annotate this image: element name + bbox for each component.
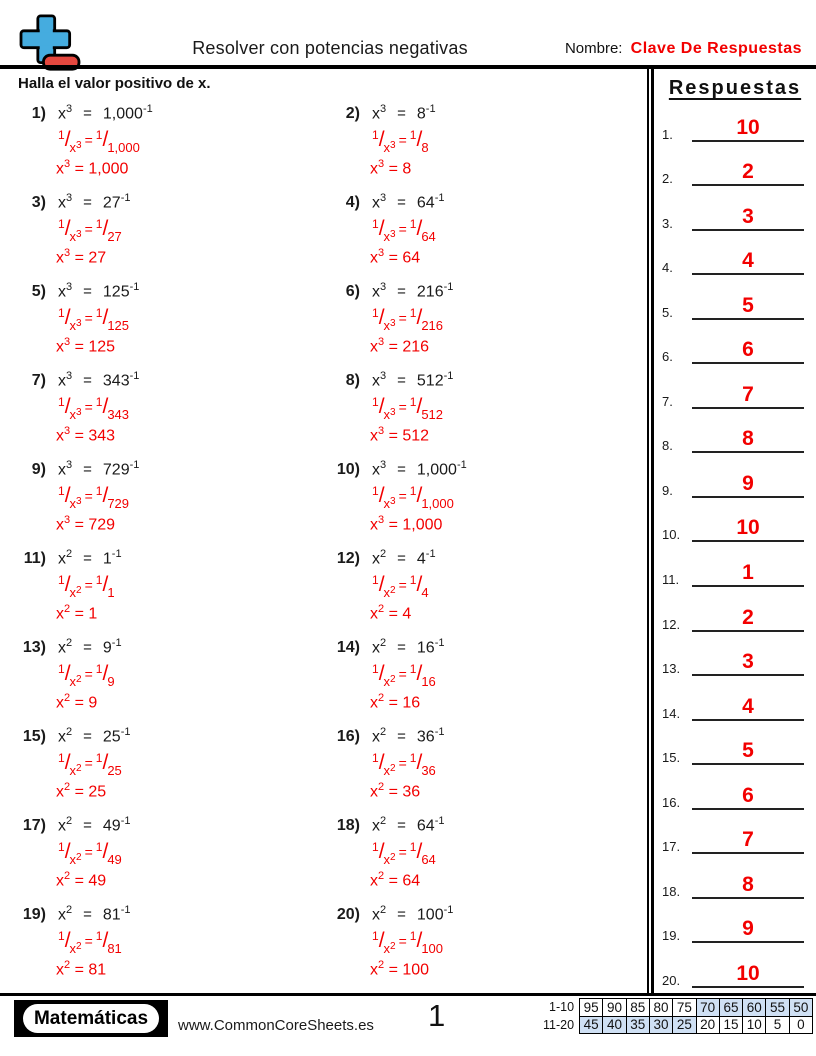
problem-item — [10, 546, 324, 635]
problem-equation: 15) $x^2 = 25^{-1}$ — [10, 726, 324, 746]
score-cell: 75 — [673, 999, 696, 1017]
work-result-line: $x^3 = 343$ — [56, 425, 116, 445]
score-cell: 20 — [696, 1016, 719, 1034]
work-result-line: $x^2 = 49$ — [56, 870, 107, 890]
answer-row — [654, 637, 816, 682]
answer-number: 4. — [662, 260, 673, 276]
answer-number: 11. — [662, 572, 680, 588]
problem-number: 14) — [336, 639, 360, 657]
work-fraction-line: $^1/_{x^3} = ^1/_{1,000}$ — [372, 484, 454, 512]
problem-item — [324, 368, 647, 457]
answer-blank — [692, 384, 804, 409]
answer-value: 10 — [736, 961, 760, 985]
answer-row — [654, 236, 816, 281]
problem-equation: 2) $x^3 = 8^{-1}$ — [324, 103, 647, 123]
work-result-line: $x^3 = 1,000$ — [56, 158, 129, 178]
work-fraction-line: $^1/_{x^3} = ^1/_{343}$ — [58, 395, 130, 423]
problem-equation: 18) $x^2 = 64^{-1}$ — [324, 815, 647, 835]
footer — [0, 996, 816, 1056]
score-cell: 35 — [626, 1016, 649, 1034]
score-row-label: 11-20 — [542, 1017, 575, 1032]
answer-row — [654, 592, 816, 637]
work-result-line: $x^3 = 729$ — [56, 514, 116, 534]
answer-blank — [692, 206, 804, 231]
score-row — [543, 999, 813, 1017]
problem-equation: 17) $x^2 = 49^{-1}$ — [10, 815, 324, 835]
work-result-line: $x^2 = 1$ — [56, 603, 98, 623]
page-number: 1 — [428, 998, 446, 1033]
answer-value: 8 — [742, 872, 754, 896]
content — [0, 69, 816, 993]
answer-row — [654, 102, 816, 147]
work-fraction-line: $^1/_{x^2} = ^1/_{25}$ — [58, 751, 122, 779]
problem-item — [324, 279, 647, 368]
work-fraction-line: $^1/_{x^2} = ^1/_{49}$ — [58, 840, 122, 868]
problem-number: 9) — [31, 461, 46, 479]
problem-equation: 3) $x^3 = 27^{-1}$ — [10, 192, 324, 212]
work-result-line: $x^3 = 27$ — [56, 247, 107, 267]
problem-number: 16) — [336, 728, 360, 746]
answer-number: 18. — [662, 883, 681, 899]
answer-row — [654, 147, 816, 192]
answer-row — [654, 726, 816, 771]
answer-value: 6 — [742, 338, 754, 362]
work-fraction-line: $^1/_{x^2} = ^1/_{64}$ — [372, 840, 436, 868]
problem-number: 19) — [22, 906, 46, 924]
answer-value: 4 — [742, 694, 754, 718]
problem-equation: 1) $x^3 = 1,000^{-1}$ — [10, 103, 324, 123]
problem-equation: 8) $x^3 = 512^{-1}$ — [324, 370, 647, 390]
score-cell: 0 — [789, 1016, 812, 1034]
work-fraction-line: $^1/_{x^3} = ^1/_{27}$ — [58, 217, 122, 245]
answer-row — [654, 369, 816, 414]
answer-key-label: Clave De Respuestas — [630, 40, 802, 57]
work-result-line: $x^3 = 8$ — [370, 158, 412, 178]
answer-row — [654, 815, 816, 860]
answer-number: 10. — [662, 527, 681, 543]
answer-blank — [692, 874, 804, 899]
problem-equation: 4) $x^3 = 64^{-1}$ — [324, 192, 647, 212]
problem-equation: 11) $x^2 = 1^{-1}$ — [10, 548, 324, 568]
problem-item — [324, 635, 647, 724]
brand-badge — [14, 1000, 168, 1037]
answer-value: 3 — [742, 204, 754, 228]
work-fraction-line: $^1/_{x^2} = ^1/_{100}$ — [372, 929, 444, 957]
answer-row — [654, 325, 816, 370]
answer-value: 8 — [742, 427, 754, 451]
answer-value: 9 — [742, 471, 754, 495]
problem-number: 15) — [22, 728, 46, 746]
score-cell: 10 — [743, 1016, 766, 1034]
problem-equation: 5) $x^3 = 125^{-1}$ — [10, 281, 324, 301]
answer-blank — [692, 517, 804, 542]
answer-value: 6 — [742, 783, 754, 807]
answer-row — [654, 458, 816, 503]
problem-item — [10, 190, 324, 279]
work-fraction-line: $^1/_{x^3} = ^1/_{64}$ — [372, 217, 436, 245]
score-cell: 80 — [649, 999, 672, 1017]
answer-blank — [692, 651, 804, 676]
work-result-line: $x^3 = 512$ — [370, 425, 430, 445]
work-fraction-line: $^1/_{x^2} = ^1/_{16}$ — [372, 662, 436, 690]
problem-item — [10, 724, 324, 813]
answer-blank — [692, 607, 804, 632]
answer-blank — [692, 785, 804, 810]
answer-value: 1 — [742, 561, 754, 585]
answer-number: 7. — [662, 393, 673, 409]
work-result-line: $x^2 = 4$ — [370, 603, 412, 623]
problem-number: 4) — [345, 194, 360, 212]
problem-item — [324, 813, 647, 902]
work-result-line: $x^2 = 16$ — [370, 692, 421, 712]
work-result-line: $x^2 = 81$ — [56, 959, 107, 979]
work-result-line: $x^2 = 64$ — [370, 870, 421, 890]
work-fraction-line: $^1/_{x^3} = ^1/_{1,000}$ — [58, 128, 140, 156]
answer-number: 12. — [662, 616, 681, 632]
work-result-line: $x^3 = 125$ — [56, 336, 116, 356]
problem-number: 8) — [345, 372, 360, 390]
answer-number: 16. — [662, 794, 681, 810]
problems-area — [0, 69, 647, 993]
answer-row — [654, 547, 816, 592]
problem-number: 11) — [23, 550, 46, 568]
brand-label: Matemáticas — [23, 1004, 159, 1033]
answer-blank — [692, 963, 804, 988]
answer-blank — [692, 117, 804, 142]
work-result-line: $x^3 = 1,000$ — [370, 514, 443, 534]
answer-value: 10 — [736, 115, 760, 139]
answer-row — [654, 770, 816, 815]
answer-blank — [692, 829, 804, 854]
work-result-line: $x^3 = 216$ — [370, 336, 430, 356]
work-fraction-line: $^1/_{x^2} = ^1/_9$ — [58, 662, 115, 690]
answer-row — [654, 280, 816, 325]
score-cell: 5 — [766, 1016, 789, 1034]
problem-equation: 20) $x^2 = 100^{-1}$ — [324, 904, 647, 924]
instruction-text: Halla el valor positivo de x. — [18, 75, 211, 92]
problem-number: 1) — [31, 105, 46, 123]
answers-list — [654, 102, 816, 993]
answer-number: 13. — [662, 661, 681, 677]
problem-item — [10, 279, 324, 368]
problem-number: 3) — [31, 194, 46, 212]
answer-value: 4 — [742, 249, 754, 273]
score-cell: 95 — [580, 999, 603, 1017]
problem-number: 13) — [22, 639, 46, 657]
work-fraction-line: $^1/_{x^2} = ^1/_4$ — [372, 573, 429, 601]
score-cell: 25 — [673, 1016, 696, 1034]
answer-value: 7 — [742, 382, 754, 406]
answer-number: 19. — [662, 928, 681, 944]
answer-value: 5 — [742, 739, 754, 763]
problem-equation: 19) $x^2 = 81^{-1}$ — [10, 904, 324, 924]
problem-item — [324, 190, 647, 279]
website-url: www.CommonCoreSheets.es — [178, 1017, 374, 1034]
problem-number: 7) — [31, 372, 46, 390]
problem-number: 5) — [31, 283, 46, 301]
answer-number: 20. — [662, 972, 681, 988]
answer-number: 5. — [662, 304, 673, 320]
answer-blank — [692, 428, 804, 453]
score-cell: 55 — [766, 999, 789, 1017]
problem-equation: 6) $x^3 = 216^{-1}$ — [324, 281, 647, 301]
answer-number: 15. — [662, 750, 681, 766]
work-fraction-line: $^1/_{x^2} = ^1/_{81}$ — [58, 929, 122, 957]
work-fraction-line: $^1/_{x^2} = ^1/_1$ — [58, 573, 115, 601]
problem-equation: 7) $x^3 = 343^{-1}$ — [10, 370, 324, 390]
work-fraction-line: $^1/_{x^3} = ^1/_{125}$ — [58, 306, 130, 334]
score-cell: 50 — [789, 999, 812, 1017]
work-result-line: $x^2 = 9$ — [56, 692, 98, 712]
header — [0, 0, 816, 65]
problem-item — [324, 724, 647, 813]
problem-number: 17) — [22, 817, 46, 835]
answer-row — [654, 681, 816, 726]
answer-row — [654, 414, 816, 459]
answers-title: Respuestas — [668, 77, 802, 99]
score-cell: 90 — [603, 999, 626, 1017]
problem-number: 6) — [345, 283, 360, 301]
problem-number: 12) — [336, 550, 360, 568]
problem-item — [10, 368, 324, 457]
answer-blank — [692, 295, 804, 320]
work-fraction-line: $^1/_{x^2} = ^1/_{36}$ — [372, 751, 436, 779]
problems-grid — [0, 101, 647, 991]
answer-value: 5 — [742, 293, 754, 317]
problem-item — [324, 457, 647, 546]
answer-value: 7 — [742, 828, 754, 852]
problem-item — [10, 101, 324, 190]
answer-value: 3 — [742, 650, 754, 674]
score-row — [543, 1016, 813, 1034]
problem-item — [10, 902, 324, 991]
work-fraction-line: $^1/_{x^3} = ^1/_{729}$ — [58, 484, 130, 512]
problem-equation: 13) $x^2 = 9^{-1}$ — [10, 637, 324, 657]
problem-equation: 12) $x^2 = 4^{-1}$ — [324, 548, 647, 568]
score-cell: 30 — [649, 1016, 672, 1034]
problem-equation: 9) $x^3 = 729^{-1}$ — [10, 459, 324, 479]
plus-minus-icon — [18, 14, 82, 72]
answer-number: 17. — [662, 839, 681, 855]
work-result-line: $x^2 = 36$ — [370, 781, 421, 801]
score-cell: 45 — [580, 1016, 603, 1034]
name-label: Nombre: — [564, 40, 623, 57]
answer-row — [654, 859, 816, 904]
answer-blank — [692, 161, 804, 186]
name-row — [565, 40, 802, 58]
problem-number: 10) — [336, 461, 360, 479]
problem-item — [10, 635, 324, 724]
answer-blank — [692, 473, 804, 498]
problem-item — [324, 101, 647, 190]
score-cell: 70 — [696, 999, 719, 1017]
answer-blank — [692, 339, 804, 364]
answer-number: 9. — [662, 482, 673, 498]
problem-equation: 10) $x^3 = 1,000^{-1}$ — [324, 459, 647, 479]
work-fraction-line: $^1/_{x^3} = ^1/_{512}$ — [372, 395, 444, 423]
work-result-line: $x^2 = 25$ — [56, 781, 107, 801]
answer-value: 10 — [736, 516, 760, 540]
answer-number: 6. — [662, 349, 673, 365]
problem-item — [324, 546, 647, 635]
answer-row — [654, 904, 816, 949]
score-table — [543, 998, 813, 1034]
answer-blank — [692, 696, 804, 721]
answer-blank — [692, 740, 804, 765]
page-title: Resolver con potencias negativas — [192, 38, 468, 58]
problem-item — [10, 457, 324, 546]
problem-number: 2) — [345, 105, 360, 123]
answer-value: 2 — [742, 160, 754, 184]
answer-value: 2 — [742, 605, 754, 629]
problem-item — [10, 813, 324, 902]
answer-number: 14. — [662, 705, 681, 721]
answer-number: 3. — [662, 215, 673, 231]
work-result-line: $x^2 = 100$ — [370, 959, 430, 979]
answer-blank — [692, 562, 804, 587]
answer-number: 2. — [662, 171, 673, 187]
score-cell: 40 — [603, 1016, 626, 1034]
vertical-divider — [647, 69, 654, 993]
problem-number: 18) — [336, 817, 360, 835]
answers-panel — [654, 69, 816, 993]
score-cell: 60 — [743, 999, 766, 1017]
score-cell: 15 — [719, 1016, 742, 1034]
work-fraction-line: $^1/_{x^3} = ^1/_{216}$ — [372, 306, 444, 334]
problem-equation: 14) $x^2 = 16^{-1}$ — [324, 637, 647, 657]
work-result-line: $x^3 = 64$ — [370, 247, 421, 267]
answer-blank — [692, 250, 804, 275]
answer-number: 8. — [662, 438, 673, 454]
problem-item — [324, 902, 647, 991]
answer-number: 1. — [662, 126, 673, 142]
answer-blank — [692, 918, 804, 943]
answer-value: 9 — [742, 917, 754, 941]
problem-number: 20) — [336, 906, 360, 924]
answer-row — [654, 948, 816, 993]
problem-equation: 16) $x^2 = 36^{-1}$ — [324, 726, 647, 746]
score-cell: 65 — [719, 999, 742, 1017]
score-cell: 85 — [626, 999, 649, 1017]
answer-row — [654, 503, 816, 548]
answer-row — [654, 191, 816, 236]
score-row-label: 1-10 — [549, 1000, 575, 1015]
work-fraction-line: $^1/_{x^3} = ^1/_8$ — [372, 128, 429, 156]
